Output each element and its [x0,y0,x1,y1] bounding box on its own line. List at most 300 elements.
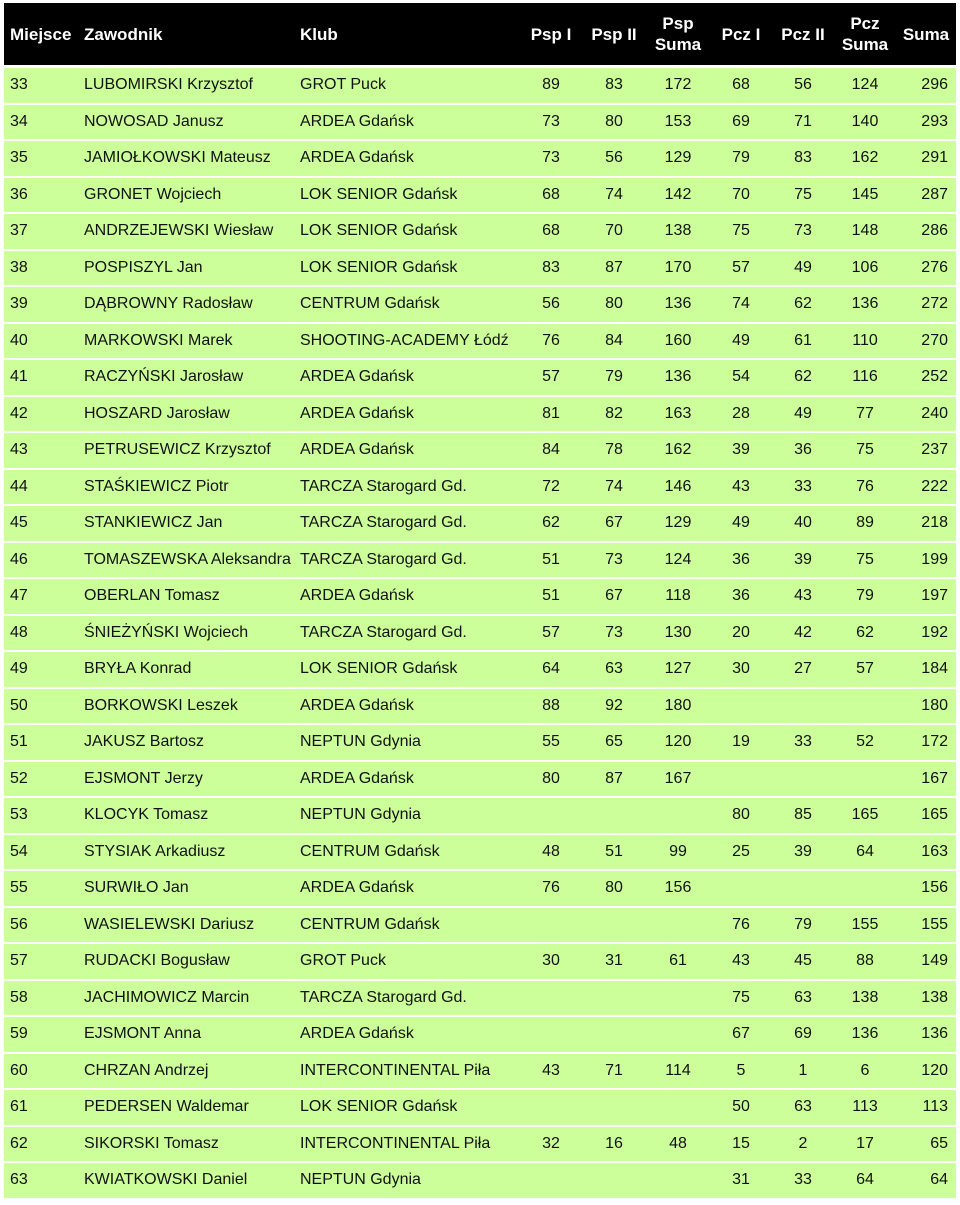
cell-pcz2: 61 [772,324,834,361]
cell-total: 240 [896,397,956,434]
header-klub[interactable]: Klub [294,3,520,68]
cell-psp-sum: 99 [646,835,710,872]
cell-pcz-sum [834,871,896,908]
cell-psp1: 73 [520,141,582,178]
cell-total: 165 [896,798,956,835]
cell-psp1: 83 [520,251,582,288]
cell-pcz2: 49 [772,251,834,288]
cell-pcz-sum: 6 [834,1054,896,1091]
cell-psp2 [582,1163,646,1200]
table-body [4,68,956,1200]
cell-name: TOMASZEWSKA Aleksandra [78,543,294,580]
table-header [4,3,956,68]
table-row [4,287,956,324]
cell-pcz2: 49 [772,397,834,434]
header-pcz2[interactable]: Pcz II [772,3,834,68]
cell-club: LOK SENIOR Gdańsk [294,251,520,288]
table-row [4,1017,956,1054]
cell-pcz1: 54 [710,360,772,397]
cell-club: INTERCONTINENTAL Piła [294,1127,520,1164]
cell-psp-sum: 120 [646,725,710,762]
cell-psp-sum: 160 [646,324,710,361]
cell-club: GROT Puck [294,944,520,981]
cell-club: ARDEA Gdańsk [294,360,520,397]
cell-pcz2: 83 [772,141,834,178]
cell-name: STANKIEWICZ Jan [78,506,294,543]
cell-psp1: 68 [520,214,582,251]
header-row [4,3,956,68]
cell-pcz-sum: 57 [834,652,896,689]
cell-place: 36 [4,178,78,215]
cell-place: 46 [4,543,78,580]
cell-pcz1: 49 [710,324,772,361]
cell-total: 156 [896,871,956,908]
table-row [4,908,956,945]
cell-club: NEPTUN Gdynia [294,725,520,762]
cell-club: ARDEA Gdańsk [294,762,520,799]
cell-name: LUBOMIRSKI Krzysztof [78,68,294,105]
cell-pcz2: 63 [772,1090,834,1127]
cell-pcz1: 67 [710,1017,772,1054]
cell-pcz1: 69 [710,105,772,142]
cell-pcz-sum: 155 [834,908,896,945]
table-row [4,579,956,616]
cell-total: 192 [896,616,956,653]
cell-pcz1: 36 [710,579,772,616]
cell-psp2 [582,1090,646,1127]
cell-total: 167 [896,762,956,799]
cell-pcz-sum: 62 [834,616,896,653]
cell-name: SURWIŁO Jan [78,871,294,908]
cell-psp1: 72 [520,470,582,507]
cell-pcz1: 50 [710,1090,772,1127]
cell-pcz2: 45 [772,944,834,981]
cell-place: 45 [4,506,78,543]
cell-place: 39 [4,287,78,324]
cell-pcz2: 56 [772,68,834,105]
cell-psp1 [520,798,582,835]
cell-club: SHOOTING-ACADEMY Łódź [294,324,520,361]
cell-club: TARCZA Starogard Gd. [294,543,520,580]
cell-psp2: 74 [582,178,646,215]
cell-psp-sum: 180 [646,689,710,726]
cell-total: 252 [896,360,956,397]
cell-psp2: 87 [582,762,646,799]
cell-psp1: 89 [520,68,582,105]
cell-pcz-sum: 75 [834,543,896,580]
cell-name: CHRZAN Andrzej [78,1054,294,1091]
cell-name: SIKORSKI Tomasz [78,1127,294,1164]
cell-place: 51 [4,725,78,762]
cell-total: 113 [896,1090,956,1127]
cell-psp2: 80 [582,871,646,908]
cell-name: OBERLAN Tomasz [78,579,294,616]
cell-pcz-sum: 124 [834,68,896,105]
cell-name: PETRUSEWICZ Krzysztof [78,433,294,470]
table-row [4,324,956,361]
cell-pcz-sum: 165 [834,798,896,835]
cell-pcz-sum: 88 [834,944,896,981]
cell-psp1: 55 [520,725,582,762]
cell-club: ARDEA Gdańsk [294,433,520,470]
cell-psp1: 30 [520,944,582,981]
cell-pcz1: 30 [710,652,772,689]
cell-total: 293 [896,105,956,142]
cell-pcz1 [710,762,772,799]
cell-psp1: 76 [520,324,582,361]
table-row [4,251,956,288]
cell-total: 272 [896,287,956,324]
cell-psp1 [520,908,582,945]
cell-total: 136 [896,1017,956,1054]
cell-psp2: 78 [582,433,646,470]
cell-psp2: 65 [582,725,646,762]
cell-club: NEPTUN Gdynia [294,1163,520,1200]
cell-psp-sum: 167 [646,762,710,799]
cell-psp1: 80 [520,762,582,799]
cell-psp-sum: 129 [646,506,710,543]
cell-pcz1: 57 [710,251,772,288]
cell-club: TARCZA Starogard Gd. [294,981,520,1018]
cell-pcz-sum: 110 [834,324,896,361]
cell-psp1: 73 [520,105,582,142]
cell-place: 55 [4,871,78,908]
cell-pcz2: 42 [772,616,834,653]
cell-total: 199 [896,543,956,580]
cell-name: JACHIMOWICZ Marcin [78,981,294,1018]
cell-total: 197 [896,579,956,616]
cell-pcz-sum: 162 [834,141,896,178]
cell-name: NOWOSAD Janusz [78,105,294,142]
cell-total: 270 [896,324,956,361]
cell-total: 163 [896,835,956,872]
cell-psp-sum: 136 [646,287,710,324]
cell-pcz-sum: 145 [834,178,896,215]
cell-pcz-sum [834,689,896,726]
cell-club: GROT Puck [294,68,520,105]
cell-pcz-sum: 64 [834,1163,896,1200]
cell-total: 172 [896,725,956,762]
cell-pcz-sum: 17 [834,1127,896,1164]
cell-psp2: 82 [582,397,646,434]
table-row [4,1127,956,1164]
header-suma[interactable]: Suma [896,3,956,68]
cell-name: JAKUSZ Bartosz [78,725,294,762]
table-row [4,433,956,470]
table-row [4,725,956,762]
cell-club: CENTRUM Gdańsk [294,908,520,945]
cell-psp1: 48 [520,835,582,872]
cell-pcz2: 40 [772,506,834,543]
cell-club: ARDEA Gdańsk [294,397,520,434]
cell-pcz2: 33 [772,1163,834,1200]
cell-pcz-sum: 136 [834,1017,896,1054]
cell-total: 149 [896,944,956,981]
cell-pcz1: 80 [710,798,772,835]
cell-total: 65 [896,1127,956,1164]
cell-psp-sum: 114 [646,1054,710,1091]
cell-club: ARDEA Gdańsk [294,689,520,726]
header-miejsce[interactable]: Miejsce [4,3,78,68]
cell-pcz2: 69 [772,1017,834,1054]
cell-psp1 [520,1163,582,1200]
cell-psp1: 68 [520,178,582,215]
cell-psp-sum: 118 [646,579,710,616]
cell-psp1: 81 [520,397,582,434]
table-row [4,871,956,908]
cell-total: 276 [896,251,956,288]
cell-pcz2: 75 [772,178,834,215]
cell-pcz-sum: 148 [834,214,896,251]
cell-place: 59 [4,1017,78,1054]
cell-psp2: 67 [582,579,646,616]
cell-pcz1: 75 [710,214,772,251]
table-row [4,1054,956,1091]
table-row [4,68,956,105]
cell-club: INTERCONTINENTAL Piła [294,1054,520,1091]
cell-total: 291 [896,141,956,178]
table-row [4,360,956,397]
cell-pcz2: 43 [772,579,834,616]
cell-total: 120 [896,1054,956,1091]
cell-psp1: 62 [520,506,582,543]
table-row [4,944,956,981]
cell-pcz1: 70 [710,178,772,215]
table-row [4,178,956,215]
table-row [4,141,956,178]
cell-place: 34 [4,105,78,142]
header-psp-suma[interactable] [646,3,710,68]
cell-total: 237 [896,433,956,470]
cell-psp2: 73 [582,543,646,580]
cell-pcz1: 76 [710,908,772,945]
cell-total: 180 [896,689,956,726]
cell-pcz-sum: 76 [834,470,896,507]
cell-name: POSPISZYL Jan [78,251,294,288]
table-row [4,762,956,799]
cell-pcz1: 31 [710,1163,772,1200]
cell-psp1: 64 [520,652,582,689]
cell-psp1: 84 [520,433,582,470]
table-row [4,506,956,543]
cell-psp1: 56 [520,287,582,324]
cell-club: NEPTUN Gdynia [294,798,520,835]
table-row [4,105,956,142]
table-row [4,981,956,1018]
cell-name: WASIELEWSKI Dariusz [78,908,294,945]
table-row [4,470,956,507]
cell-psp2: 87 [582,251,646,288]
cell-name: BRYŁA Konrad [78,652,294,689]
cell-psp2: 71 [582,1054,646,1091]
cell-psp2: 74 [582,470,646,507]
cell-name: PEDERSEN Waldemar [78,1090,294,1127]
cell-psp-sum: 138 [646,214,710,251]
cell-pcz2: 62 [772,287,834,324]
cell-place: 37 [4,214,78,251]
table-row [4,543,956,580]
cell-psp-sum: 172 [646,68,710,105]
header-psp2[interactable]: Psp II [582,3,646,68]
results-table-container [4,3,956,1200]
cell-name: RACZYŃSKI Jarosław [78,360,294,397]
cell-name: ANDRZEJEWSKI Wiesław [78,214,294,251]
cell-club: LOK SENIOR Gdańsk [294,1090,520,1127]
cell-club: ARDEA Gdańsk [294,141,520,178]
table-row [4,616,956,653]
cell-place: 38 [4,251,78,288]
header-psp-suma-bottom: Suma [654,35,702,54]
cell-psp-sum [646,908,710,945]
cell-club: ARDEA Gdańsk [294,579,520,616]
cell-psp-sum [646,798,710,835]
cell-pcz-sum: 116 [834,360,896,397]
header-pcz-suma-bottom: Suma [841,35,889,54]
header-pcz1[interactable]: Pcz I [710,3,772,68]
cell-psp2: 80 [582,287,646,324]
cell-psp-sum: 130 [646,616,710,653]
cell-name: EJSMONT Anna [78,1017,294,1054]
cell-pcz-sum: 138 [834,981,896,1018]
cell-club: ARDEA Gdańsk [294,105,520,142]
cell-pcz1: 28 [710,397,772,434]
cell-pcz2: 33 [772,725,834,762]
cell-pcz-sum: 89 [834,506,896,543]
cell-pcz1: 39 [710,433,772,470]
cell-psp2: 56 [582,141,646,178]
table-row [4,397,956,434]
table-row [4,1163,956,1200]
cell-psp2: 83 [582,68,646,105]
header-pcz-suma[interactable] [834,3,896,68]
cell-pcz2: 63 [772,981,834,1018]
cell-psp2: 70 [582,214,646,251]
cell-psp-sum [646,1017,710,1054]
cell-place: 63 [4,1163,78,1200]
cell-place: 53 [4,798,78,835]
cell-pcz2: 2 [772,1127,834,1164]
cell-pcz-sum: 77 [834,397,896,434]
cell-club: LOK SENIOR Gdańsk [294,178,520,215]
cell-pcz1: 79 [710,141,772,178]
cell-pcz2: 1 [772,1054,834,1091]
table-row [4,835,956,872]
cell-place: 60 [4,1054,78,1091]
cell-place: 56 [4,908,78,945]
cell-psp1: 32 [520,1127,582,1164]
cell-psp2: 79 [582,360,646,397]
cell-name: BORKOWSKI Leszek [78,689,294,726]
table-row [4,689,956,726]
cell-pcz-sum: 113 [834,1090,896,1127]
cell-psp-sum: 162 [646,433,710,470]
cell-name: KWIATKOWSKI Daniel [78,1163,294,1200]
cell-pcz2: 71 [772,105,834,142]
cell-psp-sum: 129 [646,141,710,178]
cell-psp2 [582,908,646,945]
cell-place: 61 [4,1090,78,1127]
cell-pcz1: 15 [710,1127,772,1164]
cell-name: JAMIOŁKOWSKI Mateusz [78,141,294,178]
cell-psp1 [520,981,582,1018]
cell-pcz2: 79 [772,908,834,945]
cell-pcz-sum: 64 [834,835,896,872]
cell-psp-sum: 127 [646,652,710,689]
cell-psp-sum [646,1090,710,1127]
cell-psp-sum: 156 [646,871,710,908]
cell-total: 287 [896,178,956,215]
cell-club: CENTRUM Gdańsk [294,835,520,872]
cell-psp1 [520,1090,582,1127]
cell-pcz2: 85 [772,798,834,835]
cell-place: 52 [4,762,78,799]
cell-psp-sum: 48 [646,1127,710,1164]
cell-place: 41 [4,360,78,397]
cell-psp2: 84 [582,324,646,361]
cell-psp1: 43 [520,1054,582,1091]
cell-club: LOK SENIOR Gdańsk [294,214,520,251]
table-row [4,652,956,689]
cell-psp2: 63 [582,652,646,689]
cell-club: LOK SENIOR Gdańsk [294,652,520,689]
cell-psp1: 51 [520,543,582,580]
cell-pcz2 [772,689,834,726]
header-zawodnik[interactable]: Zawodnik [78,3,294,68]
cell-psp-sum: 153 [646,105,710,142]
cell-club: ARDEA Gdańsk [294,871,520,908]
cell-pcz-sum: 79 [834,579,896,616]
cell-total: 64 [896,1163,956,1200]
cell-place: 44 [4,470,78,507]
cell-pcz-sum [834,762,896,799]
cell-psp1 [520,1017,582,1054]
cell-pcz1: 74 [710,287,772,324]
table-row [4,798,956,835]
cell-psp-sum: 163 [646,397,710,434]
cell-pcz-sum: 75 [834,433,896,470]
cell-name: EJSMONT Jerzy [78,762,294,799]
cell-pcz2: 27 [772,652,834,689]
cell-pcz2: 73 [772,214,834,251]
cell-psp1: 88 [520,689,582,726]
cell-psp2: 51 [582,835,646,872]
cell-pcz1: 5 [710,1054,772,1091]
cell-psp2: 73 [582,616,646,653]
header-psp1[interactable]: Psp I [520,3,582,68]
cell-total: 296 [896,68,956,105]
cell-pcz1 [710,871,772,908]
cell-total: 138 [896,981,956,1018]
cell-name: RUDACKI Bogusław [78,944,294,981]
cell-total: 184 [896,652,956,689]
cell-place: 42 [4,397,78,434]
cell-pcz1: 68 [710,68,772,105]
table-row [4,214,956,251]
cell-psp1: 57 [520,360,582,397]
cell-psp2: 92 [582,689,646,726]
cell-pcz2: 62 [772,360,834,397]
cell-pcz-sum: 106 [834,251,896,288]
cell-psp2 [582,981,646,1018]
cell-psp2: 31 [582,944,646,981]
cell-pcz1: 49 [710,506,772,543]
cell-psp2: 16 [582,1127,646,1164]
cell-name: STAŚKIEWICZ Piotr [78,470,294,507]
cell-psp-sum [646,1163,710,1200]
cell-club: TARCZA Starogard Gd. [294,616,520,653]
cell-psp-sum [646,981,710,1018]
cell-club: TARCZA Starogard Gd. [294,506,520,543]
